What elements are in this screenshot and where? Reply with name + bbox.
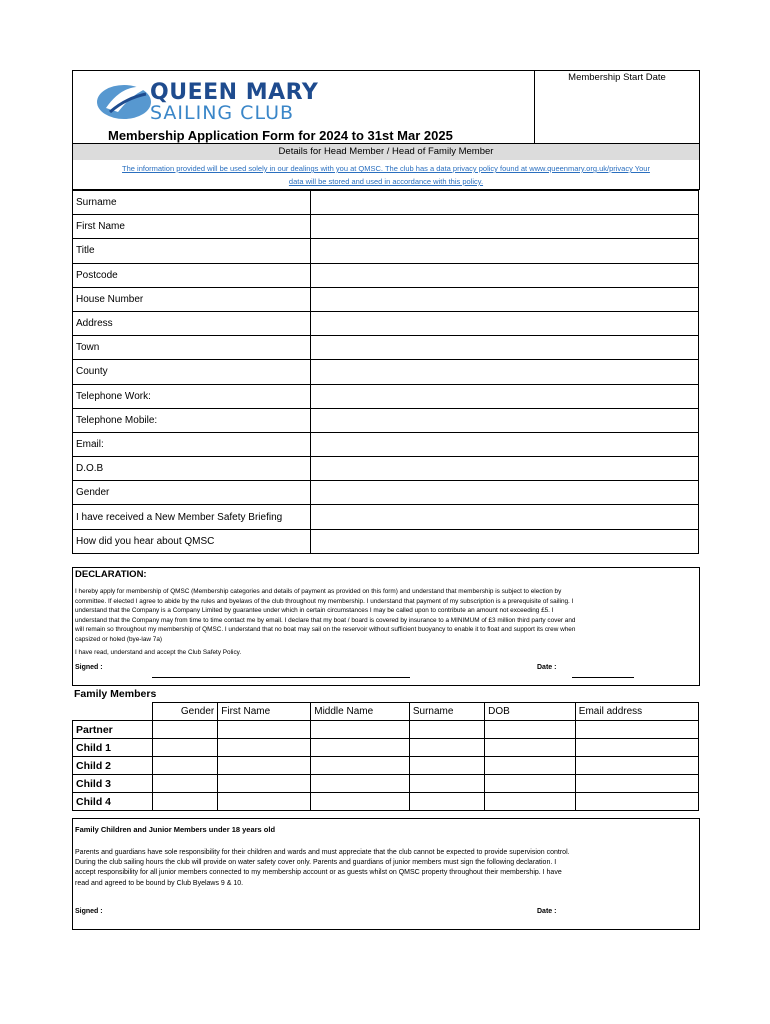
family-cell-input[interactable] <box>218 739 311 757</box>
family-cell-input[interactable] <box>575 793 698 811</box>
family-cell-input[interactable] <box>409 775 484 793</box>
family-row <box>73 739 699 757</box>
details-field-input[interactable] <box>311 457 699 481</box>
details-field-input[interactable] <box>311 191 699 215</box>
details-field-label: Telephone Mobile: <box>73 408 311 432</box>
declaration-date-line[interactable] <box>572 677 634 678</box>
declaration-heading: DECLARATION: <box>75 569 147 580</box>
declaration-line: committee. If elected I agree to abide by the rules and byelaws of the club throughout my membership. I understand that payment of my subscription is a prerequisite of sailing. I <box>75 597 574 605</box>
safety-policy-acceptance: I have read, understand and accept the Club Safety Policy. <box>75 649 242 656</box>
family-cell-input[interactable] <box>409 793 484 811</box>
family-cell-input[interactable] <box>311 775 410 793</box>
privacy-notice-line1[interactable]: The information provided will be used solely in our dealings with you at QMSC. The club has a data privacy policy found at www.queenmary.org.uk/privacy Your <box>122 164 650 173</box>
declaration-signature-line[interactable] <box>152 677 410 678</box>
family-row-label: Child 1 <box>73 739 153 757</box>
junior-date-label: Date : <box>537 908 557 915</box>
details-field-label: County <box>73 360 311 384</box>
junior-line: During the club sailing hours the club will provide on water safety cover only. Parents and guardians of junior members must sign the following declaration. I <box>75 859 557 867</box>
details-field-input[interactable] <box>311 432 699 456</box>
declaration-date-label: Date : <box>537 664 557 671</box>
family-row <box>73 775 699 793</box>
family-column-header: Surname <box>409 703 484 721</box>
membership-start-label: Membership Start Date <box>568 72 666 83</box>
details-row <box>73 239 699 263</box>
family-cell-input[interactable] <box>575 721 698 739</box>
family-cell-input[interactable] <box>409 721 484 739</box>
details-row <box>73 481 699 505</box>
logo-text-sailing-club: SAILING CLUB <box>150 102 295 124</box>
family-cell-input[interactable] <box>575 757 698 775</box>
family-cell-input[interactable] <box>311 793 410 811</box>
details-row <box>73 263 699 287</box>
junior-heading: Family Children and Junior Members under 18 years old <box>75 825 276 834</box>
junior-date-area[interactable] <box>562 904 682 918</box>
declaration-line: understand that the Company is a Company Limited by guarantee under which in certain circumstances I may be called upon to contribute an amount not exceeding £5. I <box>75 607 554 615</box>
family-row-label: Child 3 <box>73 775 153 793</box>
family-cell-input[interactable] <box>485 739 576 757</box>
family-members-table <box>72 702 699 811</box>
details-row <box>73 336 699 360</box>
family-column-header: Email address <box>575 703 698 721</box>
family-cell-input[interactable] <box>218 721 311 739</box>
details-row <box>73 287 699 311</box>
sail-logo-icon <box>96 78 156 124</box>
details-field-input[interactable] <box>311 239 699 263</box>
family-cell-input[interactable] <box>575 775 698 793</box>
family-cell-input[interactable] <box>485 793 576 811</box>
member-details-table <box>72 190 699 554</box>
details-field-input[interactable] <box>311 505 699 529</box>
details-field-label: How did you hear about QMSC <box>73 529 311 553</box>
family-cell-input[interactable] <box>152 793 218 811</box>
family-cell-input[interactable] <box>485 757 576 775</box>
details-field-input[interactable] <box>311 263 699 287</box>
details-row <box>73 191 699 215</box>
details-field-input[interactable] <box>311 336 699 360</box>
family-column-header: Gender <box>152 703 218 721</box>
details-row <box>73 432 699 456</box>
family-column-header: Middle Name <box>311 703 410 721</box>
family-cell-input[interactable] <box>311 757 410 775</box>
details-field-label: Title <box>73 239 311 263</box>
details-field-label: Telephone Work: <box>73 384 311 408</box>
family-row-label: Partner <box>73 721 153 739</box>
privacy-notice-line2[interactable]: data will be stored and used in accordance with this policy. <box>288 177 484 186</box>
details-field-label: Surname <box>73 191 311 215</box>
declaration-line: capsized or holed (bye-law 7a) <box>75 635 163 643</box>
junior-text <box>75 848 697 889</box>
junior-line: accept responsibility for all junior members connected to my membership account or as guests whilst on QMSC property throughout their membership. I have <box>75 869 562 877</box>
logo-text-queen-mary: QUEEN MARY <box>150 80 319 105</box>
details-field-input[interactable] <box>311 215 699 239</box>
details-row <box>73 215 699 239</box>
details-field-input[interactable] <box>311 481 699 505</box>
junior-line: Parents and guardians have sole responsibility for their children and wards and must appreciate that the club cannot be expected to provide supervision control. <box>75 849 570 856</box>
junior-signed-label: Signed : <box>75 908 103 915</box>
family-cell-input[interactable] <box>311 721 410 739</box>
family-cell-input[interactable] <box>218 775 311 793</box>
details-row <box>73 360 699 384</box>
family-cell-input[interactable] <box>485 721 576 739</box>
junior-signature-area[interactable] <box>120 904 420 918</box>
details-field-label: I have received a New Member Safety Briefing <box>73 505 311 529</box>
family-cell-input[interactable] <box>152 757 218 775</box>
family-row-label: Child 2 <box>73 757 153 775</box>
form-title: Membership Application Form for 2024 to 31st Mar 2025 <box>108 128 453 143</box>
declaration-line: I hereby apply for membership of QMSC (Membership categories and details of payment as provided on this form) and understand that membership is subject to election by <box>75 588 562 595</box>
details-field-label: First Name <box>73 215 311 239</box>
details-field-input[interactable] <box>311 408 699 432</box>
family-row <box>73 793 699 811</box>
details-field-label: Email: <box>73 432 311 456</box>
family-cell-input[interactable] <box>409 757 484 775</box>
details-row <box>73 529 699 553</box>
declaration-line: understand that the Company may from time to time contact me by email. I declare that my boat / board is covered by insurance to a MINIMUM of £3 million third party cover and <box>75 616 576 624</box>
details-field-label: House Number <box>73 287 311 311</box>
start-date-field[interactable] <box>536 86 698 142</box>
club-logo <box>96 78 346 124</box>
details-field-label: Gender <box>73 481 311 505</box>
details-row <box>73 311 699 335</box>
details-field-label: Town <box>73 336 311 360</box>
family-row-label: Child 4 <box>73 793 153 811</box>
start-date-divider <box>534 70 535 143</box>
family-cell-input[interactable] <box>218 793 311 811</box>
details-field-input[interactable] <box>311 360 699 384</box>
family-members-heading: Family Members <box>74 688 157 700</box>
family-cell-input[interactable] <box>485 775 576 793</box>
details-field-input[interactable] <box>311 529 699 553</box>
family-cell-input[interactable] <box>152 775 218 793</box>
details-field-label: Address <box>73 311 311 335</box>
details-field-input[interactable] <box>311 311 699 335</box>
family-column-header: First Name <box>218 703 311 721</box>
details-row <box>73 457 699 481</box>
family-row <box>73 757 699 775</box>
details-field-label: Postcode <box>73 263 311 287</box>
family-cell-input[interactable] <box>575 739 698 757</box>
family-header-blank <box>73 703 153 721</box>
details-row <box>73 505 699 529</box>
details-row <box>73 408 699 432</box>
declaration-text <box>75 587 697 645</box>
family-cell-input[interactable] <box>152 739 218 757</box>
details-field-label: D.O.B <box>73 457 311 481</box>
family-column-header: DOB <box>485 703 576 721</box>
declaration-line: will remain so throughout my membership of QMSC. I understand that no boat may sail on the reservoir without sufficient buoyancy to enable it to float and support its crew when <box>75 626 576 634</box>
family-cell-input[interactable] <box>218 757 311 775</box>
details-field-input[interactable] <box>311 287 699 311</box>
details-field-input[interactable] <box>311 384 699 408</box>
family-row <box>73 721 699 739</box>
family-header-row <box>73 703 699 721</box>
family-cell-input[interactable] <box>409 739 484 757</box>
family-cell-input[interactable] <box>311 739 410 757</box>
details-row <box>73 384 699 408</box>
junior-line: read and agreed to be bound by Club Byelaws 9 & 10. <box>75 879 244 887</box>
section-title: Details for Head Member / Head of Family Member <box>278 146 494 157</box>
family-cell-input[interactable] <box>152 721 218 739</box>
declaration-signed-label: Signed : <box>75 664 103 671</box>
